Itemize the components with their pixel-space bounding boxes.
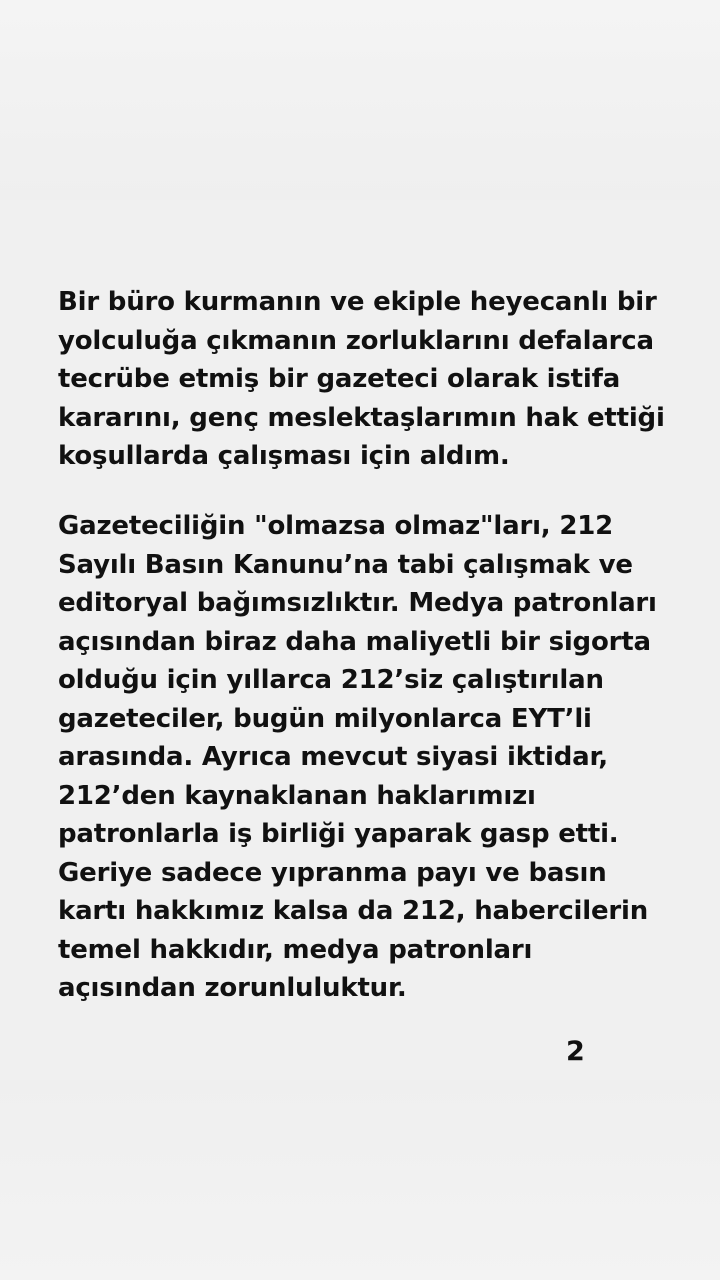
text-line: yolculuğa çıkmanın zorluklarını defalarca	[58, 325, 654, 356]
text-line: temel hakkıdır, medya patronları	[58, 934, 533, 965]
text-line: Bir büro kurmanın ve ekiple heyecanlı bir	[58, 287, 657, 317]
text-line: koşullarda çalışması için aldım.	[58, 441, 510, 471]
bottom-margin	[0, 1080, 720, 1280]
text-line: kartı hakkımız kalsa da 212, habercilerin	[58, 896, 649, 926]
paragraph-1	[58, 283, 708, 476]
text-line: açısından zorunluluktur.	[58, 973, 407, 1003]
text-line: patronlarla iş birliği yaparak gasp etti.	[58, 819, 619, 849]
text-line: 212’den kaynaklanan haklarımızı	[58, 780, 536, 811]
text-line: arasında. Ayrıca mevcut siyasi iktidar,	[58, 742, 608, 772]
text-line: gazeteciler, bugün milyonlarca EYT’li	[58, 703, 592, 734]
text-line: Sayılı Basın Kanunu’na tabi çalışmak ve	[58, 549, 633, 580]
text-line: kararını, genç meslektaşlarımın hak ettiği	[58, 402, 665, 433]
paragraph-2	[58, 507, 708, 1008]
page-number: 2	[566, 1036, 585, 1067]
text-line: tecrübe etmiş bir gazeteci olarak istifa	[58, 364, 621, 394]
text-line: Geriye sadece yıpranma payı ve basın	[58, 857, 607, 888]
text-line: Gazeteciliğin "olmazsa olmaz"ları, 212	[58, 511, 613, 541]
text-line: editoryal bağımsızlıktır. Medya patronları	[58, 588, 657, 618]
top-margin	[0, 0, 720, 200]
text-line: açısından biraz daha maliyetli bir sigorta	[58, 626, 651, 657]
text-line: olduğu için yıllarca 212’siz çalıştırılan	[58, 665, 604, 695]
